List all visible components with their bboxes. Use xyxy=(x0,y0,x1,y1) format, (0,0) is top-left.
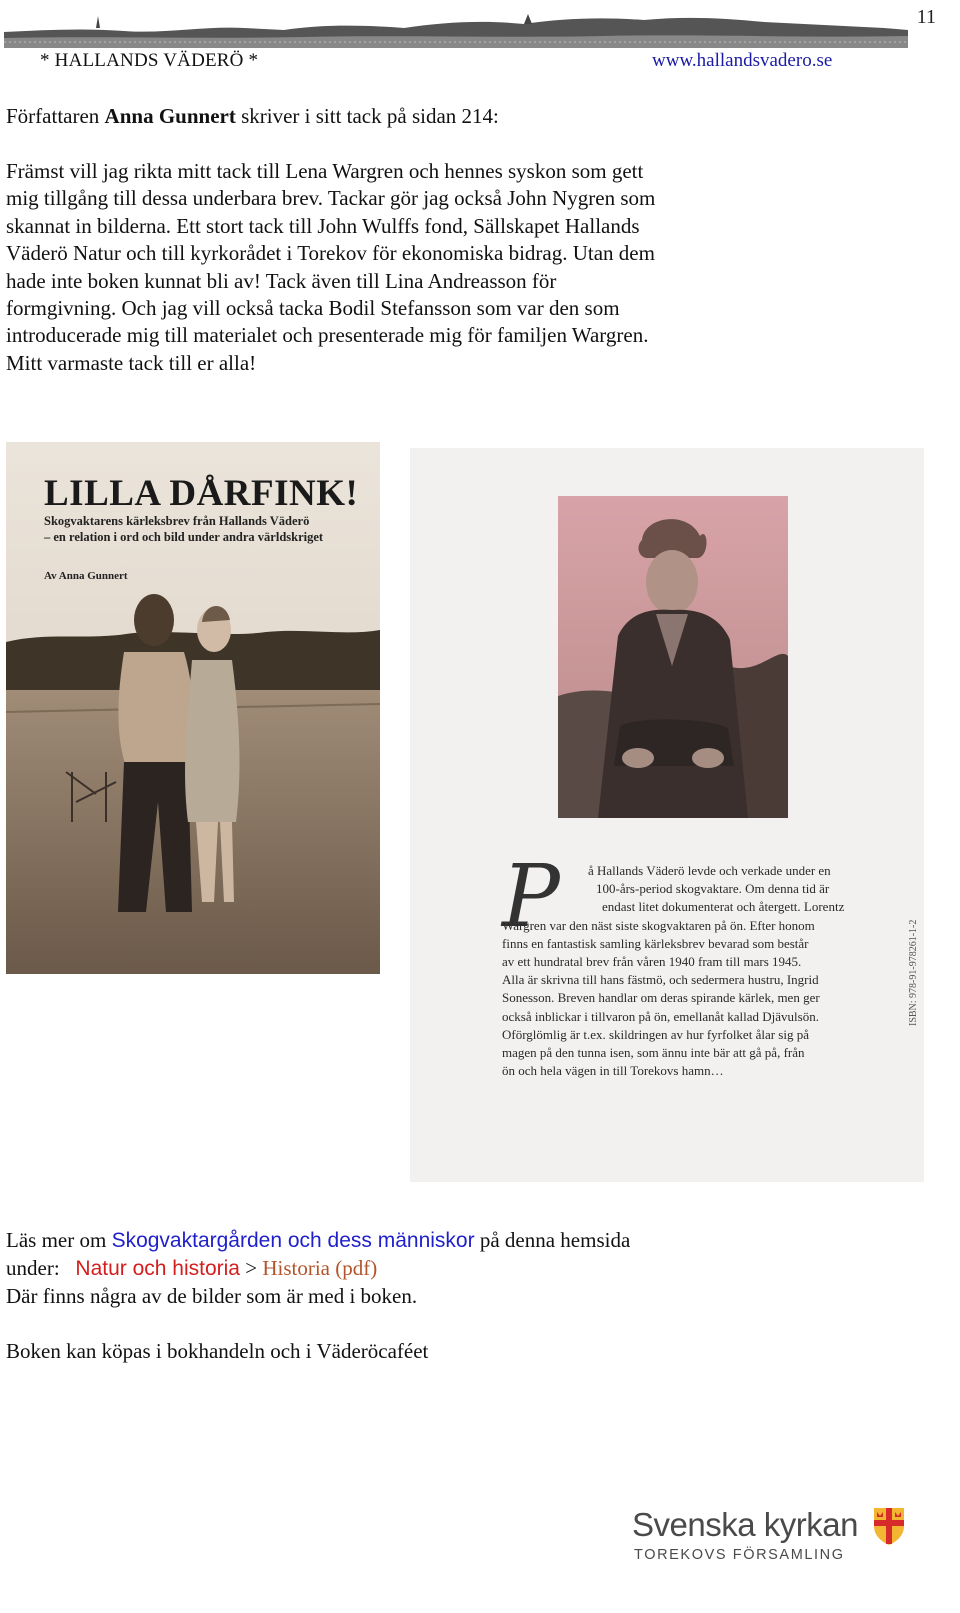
author-intro xyxy=(6,104,499,129)
acknowledgement-quote: Främst vill jag rikta mitt tack till Lena Wargren och hennes syskon som gett mig tillgång till dessa underbara brev. Tackar gör jag också John Nygren som skannat in bilderna. Ett stort tack till John Wulffs fond, Sällskapet Hallands Väderö Natur och till kyrkorådet i Torekov för ekonomiska bidrag. Utan dem hade inte boken kunnat bli av! Tack även till Lina Andreasson för formgivning. Och jag vill också tacka Bodil Stefansson som var den som introducerade mig till materialet och presenterade mig för familjen Wargren. Mitt varmaste tack till er alla! xyxy=(6,159,656,375)
blurb-line: 100-års-period skogvaktare. Om denna tid är xyxy=(596,881,830,897)
isbn-number: ISBN: 978-91-978261-1-2 xyxy=(908,919,919,1026)
book-front-subtitle-2: – en relation i ord och bild under andra världskriget xyxy=(44,530,324,544)
blurb-line: finns en fantastisk samling kärleksbrev bevarad som består xyxy=(502,935,809,951)
page-number: 11 xyxy=(916,6,936,28)
pictures-note: Där finns några av de bilder som är med i boken. xyxy=(6,1284,418,1308)
logo-parish: TOREKOVS FÖRSAMLING xyxy=(634,1547,845,1563)
blurb-line: av ett hundratal brev från våren 1940 fram till mars 1945. xyxy=(502,954,802,970)
logo-name: Svenska kyrkan xyxy=(632,1506,858,1543)
purchase-info: Boken kan köpas i bokhandeln och i Väderöcaféet xyxy=(6,1339,429,1363)
path-separator: > xyxy=(239,1256,263,1280)
author-intro-prefix: Författaren xyxy=(6,104,105,128)
read-more-suffix: på denna hemsida xyxy=(474,1228,631,1252)
forester-portrait xyxy=(558,496,788,818)
blurb-line: Alla är skrivna till hans fästmö, och sedermera hustru, Ingrid xyxy=(502,972,819,988)
read-more-prefix: Läs mer om xyxy=(6,1228,112,1252)
church-crown-icon xyxy=(872,1506,906,1546)
svenska-kyrkan-logo xyxy=(632,1506,922,1568)
dropcap-letter: P xyxy=(502,847,560,947)
site-name: * HALLANDS VÄDERÖ * xyxy=(40,50,259,71)
blurb-line: Oförglömlig är t.ex. skildringen av hur fyrfolket ålar sig på xyxy=(502,1026,809,1042)
book-front-title: LILLA DÅRFINK! xyxy=(44,473,359,514)
book-front-author: Av Anna Gunnert xyxy=(44,570,128,582)
navigation-path-prefix: under: xyxy=(6,1256,76,1280)
book-back-cover xyxy=(410,448,924,1182)
book-front-cover xyxy=(6,442,380,974)
author-name: Anna Gunnert xyxy=(104,104,236,128)
author-intro-suffix: skriver i sitt tack på sidan 214: xyxy=(235,104,499,128)
blurb-line: å Hallands Väderö levde och verkade under en xyxy=(588,863,831,878)
book-back-blurb xyxy=(502,862,882,1080)
blurb-line: Wargren var den näst siste skogvaktaren på ön. Efter honom xyxy=(502,917,815,933)
site-url-link[interactable]: www.hallandsvadero.se xyxy=(652,50,833,71)
blurb-line: Sonesson. Breven handlar om deras spirande kärlek, men ger xyxy=(502,990,820,1006)
book-front-subtitle-1: Skogvaktarens kärleksbrev från Hallands Väderö xyxy=(44,514,310,528)
nature-history-link[interactable]: Natur och historia xyxy=(75,1257,240,1280)
blurb-line: endast litet dokumenterat och återgett. Lorentz xyxy=(602,899,845,915)
read-more-line xyxy=(6,1228,630,1253)
history-pdf-link[interactable]: Historia (pdf) xyxy=(262,1256,378,1280)
island-silhouette-banner xyxy=(4,8,908,48)
blurb-line: magen på den tunna isen, som ännu inte bär att gå på, från xyxy=(502,1045,805,1061)
blurb-line: ön och hela vägen in till Torekovs hamn… xyxy=(502,1063,724,1079)
navigation-path-line xyxy=(6,1256,377,1281)
forester-farm-link[interactable]: Skogvaktargården och dess människor xyxy=(111,1229,475,1252)
blurb-line: också inblickar i tillvaron på ön, emellanåt kallad Djävulsön. xyxy=(502,1008,819,1024)
